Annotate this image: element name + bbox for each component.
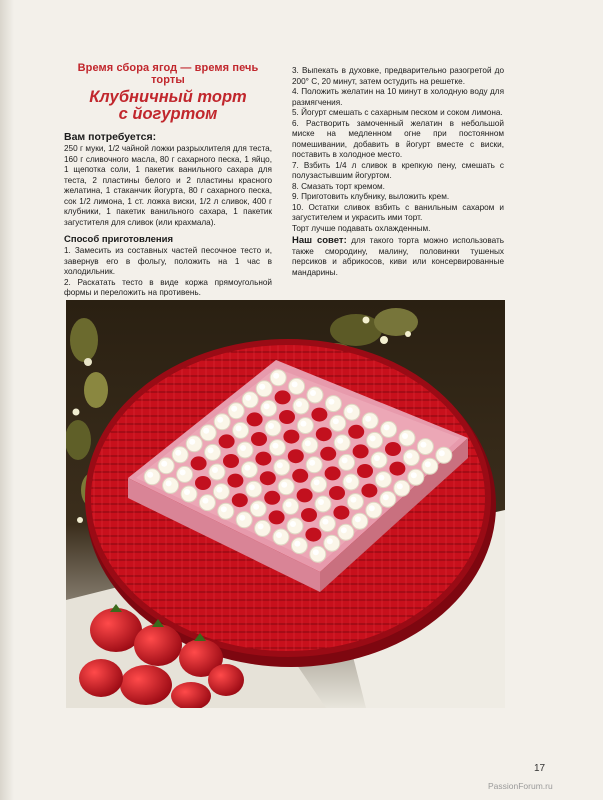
- cream-highlight: [184, 489, 190, 495]
- cream-highlight: [369, 505, 375, 511]
- cream-highlight: [365, 416, 371, 422]
- cream-highlight: [406, 453, 412, 459]
- cream-highlight: [221, 506, 227, 512]
- cream-highlight: [244, 465, 250, 471]
- cream-highlight: [253, 504, 259, 510]
- strawberry-half: [219, 434, 235, 448]
- strawberry-half: [255, 452, 271, 466]
- strawberry-half: [195, 476, 211, 490]
- cream-highlight: [383, 494, 389, 500]
- strawberry-half: [325, 466, 341, 480]
- recipe-title: [64, 89, 272, 123]
- strawberry-half: [305, 528, 321, 542]
- cream-highlight: [402, 433, 408, 439]
- cream-highlight: [189, 439, 195, 445]
- cream-highlight: [281, 482, 287, 488]
- method-step: 10. Остатки сливок взбить с ванильным сахаром и загустителем и украсить ими торт.: [292, 202, 504, 222]
- cream-highlight: [374, 455, 380, 461]
- cream-highlight: [292, 381, 298, 387]
- method-steps-left: [64, 246, 272, 299]
- watermark: PassionForum.ru: [488, 781, 553, 791]
- cream-highlight: [370, 435, 376, 441]
- cream-highlight: [272, 443, 278, 449]
- cream-highlight: [350, 497, 356, 503]
- cream-highlight: [309, 460, 315, 466]
- cream-highlight: [212, 467, 218, 473]
- method-step: 8. Смазать торт кремом.: [292, 181, 385, 191]
- method-steps-right: [292, 66, 504, 234]
- ingredients-heading: Вам потребуется:: [64, 131, 157, 143]
- cream-highlight: [341, 527, 347, 533]
- method-step: 4. Положить желатин на 10 минут в холодную воду для размягчения.: [292, 87, 504, 107]
- strawberry-half: [357, 464, 373, 478]
- cream-highlight: [277, 462, 283, 468]
- page-edge-shadow: [0, 0, 14, 800]
- cream-highlight: [439, 450, 445, 456]
- strawberry-half: [292, 469, 308, 483]
- cream-highlight: [384, 424, 390, 430]
- cream-highlight: [314, 479, 320, 485]
- cream-highlight: [245, 395, 251, 401]
- strawberry-half: [329, 486, 345, 500]
- cream-highlight: [296, 401, 302, 407]
- cream-highlight: [355, 516, 361, 522]
- strawberry-half: [333, 506, 349, 520]
- strawberry-half: [385, 442, 401, 456]
- method-step: 5. Йогурт смешать с сахарным песком и соком лимона.: [292, 108, 503, 117]
- cream-highlight: [166, 480, 172, 486]
- cream-highlight: [239, 515, 245, 521]
- method-step: 9. Приготовить клубнику, выложить крем.: [292, 192, 450, 201]
- strawberry-half: [288, 449, 304, 463]
- method-step: 2. Раскатать тесто в виде коржа прямоугольной формы и переложить на противень.: [64, 277, 272, 297]
- method-step: 1. Замесить из составных частей песочное тесто и, завернув его в фольгу, положить на 1 час в холодильник.: [64, 246, 272, 276]
- strawberry-half: [279, 410, 295, 424]
- cream-highlight: [175, 450, 181, 456]
- cream-highlight: [231, 406, 237, 412]
- strawberry-half: [227, 474, 243, 488]
- cream-highlight: [425, 461, 431, 467]
- strawberry-half: [283, 430, 299, 444]
- method-step: 7. Взбить 1/4 л сливок в крепкую пену, смешать с полузастывшим йогуртом.: [292, 160, 504, 180]
- page-number: 17: [534, 763, 546, 774]
- cake-photo: [66, 300, 505, 708]
- strawberry-half: [389, 462, 405, 476]
- strawberry-half: [232, 493, 248, 507]
- cream-highlight: [208, 447, 214, 453]
- cake-photo-illustration: [66, 300, 505, 708]
- serving-note: Торт лучше подавать охлажденным.: [292, 223, 431, 233]
- strawberry-half: [223, 454, 239, 468]
- cream-highlight: [286, 501, 292, 507]
- cream-highlight: [327, 538, 333, 544]
- strawberry-half: [260, 471, 276, 485]
- strawberry-half: [301, 508, 317, 522]
- cream-highlight: [180, 469, 186, 475]
- strawberry-half: [247, 412, 263, 426]
- cream-highlight: [217, 417, 223, 423]
- cream-highlight: [147, 472, 153, 478]
- recipe-title-line-2: с йогуртом: [118, 105, 218, 123]
- cream-highlight: [378, 475, 384, 481]
- cream-highlight: [264, 403, 270, 409]
- cream-highlight: [276, 532, 282, 538]
- right-column: [292, 66, 504, 278]
- strawberry-half: [251, 432, 267, 446]
- cream-highlight: [273, 373, 279, 379]
- strawberry-half: [191, 456, 207, 470]
- strawberry-half: [316, 427, 332, 441]
- cream-highlight: [318, 499, 324, 505]
- cream-highlight: [411, 472, 417, 478]
- cream-highlight: [337, 438, 343, 444]
- cream-highlight: [322, 519, 328, 525]
- cream-highlight: [347, 407, 353, 413]
- cream-highlight: [328, 399, 334, 405]
- strawberry-half: [361, 484, 377, 498]
- strawberry-half: [320, 447, 336, 461]
- cream-highlight: [290, 521, 296, 527]
- method-heading: Способ приготовления: [64, 234, 174, 245]
- strawberry-half: [264, 491, 280, 505]
- strawberry-half: [311, 408, 327, 422]
- recipe-title-line-1: Клубничный торт: [89, 88, 247, 106]
- advice-text: для такого торта можно использовать также смородину, малину, половинки тушеных персиков и абрикосов, киви или консервированные мандарины.: [292, 236, 504, 277]
- cream-highlight: [420, 442, 426, 448]
- cream-highlight: [313, 549, 319, 555]
- cream-highlight: [216, 487, 222, 493]
- strawberry-half: [297, 488, 313, 502]
- cream-highlight: [305, 440, 311, 446]
- ingredients-text: 250 г муки, 1/2 чайной ложки разрыхлителя для теста, 160 г сливочного масла, 80 г сахарного песка, 1 яйцо, 1 щепотка соли, 1 пакетик ванильного сахара для теста, 2 пластины белого и 2 пластины красного желатина, 1 стаканчик йогурта, 80 г сахарного песка, сок 1/2 лимона, 1 ст. ложка виски, 1/2 л сливок, 400 г клубники, 1 пакетик ванильного сахара, 1 пакетик загустителя для сливок (или крахмала).: [64, 144, 272, 227]
- cream-highlight: [346, 477, 352, 483]
- method-step: 6. Растворить замоченный желатин в небольшой миске на медленном огне при постоянном помешивании, добавить в йогурт вместе с виски, поставить в холодное место.: [292, 118, 504, 159]
- cream-highlight: [397, 483, 403, 489]
- advice-label: Наш совет:: [292, 235, 347, 246]
- cream-highlight: [161, 461, 167, 467]
- cream-highlight: [236, 425, 242, 431]
- cream-highlight: [202, 498, 208, 504]
- cream-highlight: [300, 421, 306, 427]
- cream-highlight: [294, 541, 300, 547]
- strawberry-half: [348, 425, 364, 439]
- cream-highlight: [249, 484, 255, 490]
- cream-highlight: [259, 384, 265, 390]
- cream-highlight: [240, 445, 246, 451]
- cream-highlight: [333, 418, 339, 424]
- strawberry-half: [275, 390, 291, 404]
- left-column: [64, 60, 272, 299]
- cream-highlight: [203, 428, 209, 434]
- method-step: 3. Выпекать в духовке, предварительно разогретой до 200° С, 20 минут, затем остудить на решетке.: [292, 66, 504, 86]
- strawberry-half: [353, 444, 369, 458]
- cream-highlight: [258, 523, 264, 529]
- cream-highlight: [342, 457, 348, 463]
- cream-highlight: [268, 423, 274, 429]
- rubric: Время сбора ягод — время печь торты: [77, 62, 259, 86]
- advice: [292, 236, 504, 278]
- cream-highlight: [310, 390, 316, 396]
- strawberry-half: [269, 510, 285, 524]
